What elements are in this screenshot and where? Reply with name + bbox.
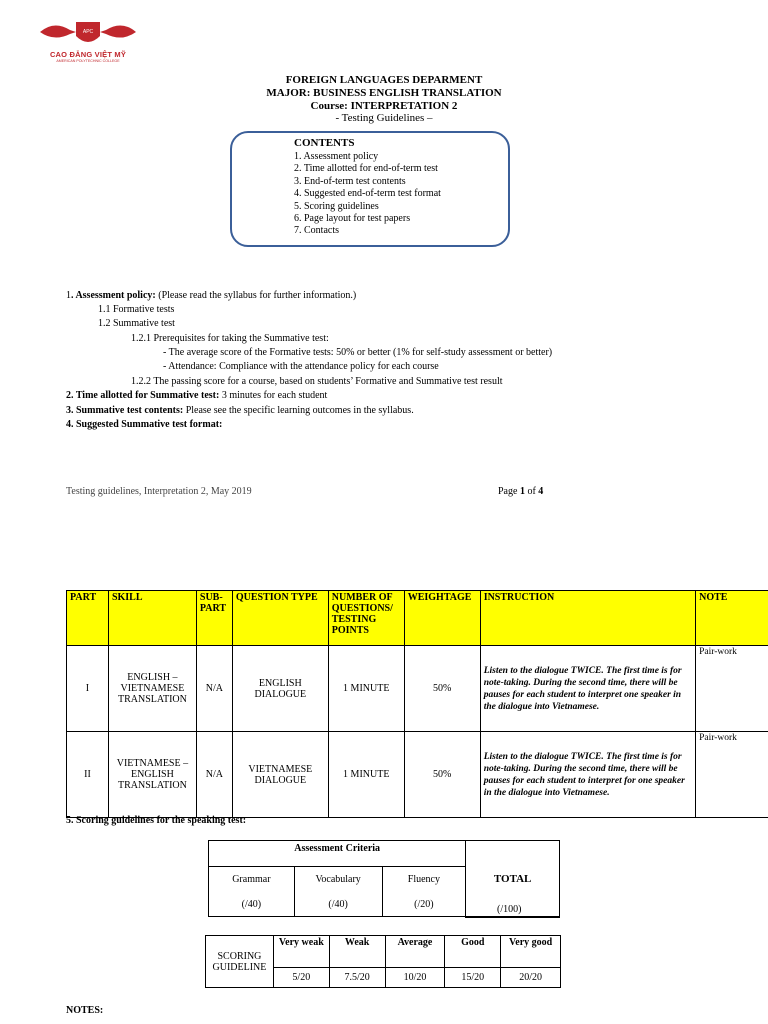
logo-subtext: AMERICAN POLYTECHNIC COLLEGE — [56, 59, 120, 63]
criteria-cell — [382, 867, 466, 917]
table-header: SUB-PART — [196, 591, 232, 646]
table-row — [67, 646, 768, 732]
scoring-label: SCORING GUIDELINE — [206, 936, 274, 988]
criteria-fluency-max: (/20) — [414, 898, 434, 910]
score-cell: 15/20 — [445, 968, 501, 988]
table-row — [67, 732, 768, 818]
criteria-grammar-max: (/40) — [241, 898, 262, 910]
section-2: 2. Time allotted for Summative test: 3 minutes for each student — [66, 390, 328, 401]
cell-question-type: VIETNAMESE DIALOGUE — [232, 732, 328, 818]
cell-note: Pair-work — [696, 732, 768, 818]
cell-skill: VIETNAMESE – ENGLISH TRANSLATION — [108, 732, 196, 818]
level-good: Good — [445, 936, 501, 968]
total-max: (/100) — [497, 904, 522, 915]
cell-note: Pair-work — [696, 646, 768, 732]
college-logo — [36, 18, 140, 68]
criteria-cell — [294, 867, 382, 917]
contents-item: 1. Assessment policy — [294, 151, 379, 162]
score-cell: 20/20 — [501, 968, 561, 988]
logo-emblem-icon — [36, 18, 140, 50]
contents-item: 2. Time allotted for end-of-term test — [294, 163, 438, 175]
cell-question-type: ENGLISH DIALOGUE — [232, 646, 328, 732]
footer-text: Testing guidelines, Interpretation 2, May 2019 — [66, 486, 252, 497]
level-very-weak: Very weak — [273, 936, 329, 968]
criteria-fluency: Fluency — [407, 873, 440, 885]
section-1: 1. Assessment policy: (Please read the syllabus for further information.) — [66, 290, 357, 301]
logo-text: CAO ĐẲNG VIỆT MỸ — [49, 50, 127, 59]
criteria-title: Assessment Criteria — [209, 841, 466, 867]
contents-title: CONTENTS — [294, 137, 355, 149]
section-1-1: 1.1 Formative tests — [98, 304, 175, 315]
section-5: 5. Scoring guidelines for the speaking test: — [66, 815, 247, 826]
section-3: 3. Summative test contents: Please see the specific learning outcomes in the syllabus. — [66, 405, 414, 416]
cell-subpart: N/A — [196, 732, 232, 818]
table-header: QUESTION TYPE — [232, 591, 328, 646]
criteria-grammar: Grammar — [232, 873, 271, 885]
table-header: INSTRUCTION — [480, 591, 695, 646]
contents-item: 3. End-of-term test contents — [294, 175, 406, 187]
contents-item: 4. Suggested end-of-term test format — [294, 188, 441, 200]
section-1-2-2: 1.2.2 The passing score for a course, based on students’ Formative and Summative test result — [131, 376, 503, 387]
page-number: Page 1 of 4 — [498, 486, 544, 497]
table-header: PART — [67, 591, 109, 646]
test-format-table — [66, 590, 768, 818]
criteria-vocabulary: Vocabulary — [315, 873, 361, 885]
cell-number: 1 MINUTE — [328, 646, 404, 732]
table-header: NUMBER OF QUESTIONS/ TESTING POINTS — [328, 591, 404, 646]
cell-weightage: 50% — [404, 732, 480, 818]
table-header: SKILL — [108, 591, 196, 646]
cell-weightage: 50% — [404, 646, 480, 732]
header-major: MAJOR: BUSINESS ENGLISH TRANSLATION — [266, 87, 502, 99]
header-course: Course: INTERPRETATION 2 — [310, 100, 458, 112]
header-department: FOREIGN LANGUAGES DEPARMENT — [285, 74, 483, 86]
level-average: Average — [385, 936, 445, 968]
score-cell: 10/20 — [385, 968, 445, 988]
contents-list — [294, 151, 441, 238]
table-header: NOTE — [696, 591, 768, 646]
criteria-cell — [209, 867, 295, 917]
score-cell: 7.5/20 — [329, 968, 385, 988]
contents-item: 6. Page layout for test papers — [294, 213, 411, 225]
cell-part: I — [67, 646, 109, 732]
cell-subpart: N/A — [196, 646, 232, 732]
notes-label: NOTES: — [66, 1005, 104, 1016]
cell-instruction: Listen to the dialogue TWICE. The first time is for note-taking. During the second time, there will be pauses for each student to interpret one speaker in the dialogue into Vietnamese. — [480, 646, 695, 732]
contents-item: 5. Scoring guidelines — [294, 200, 379, 212]
section-1-2-1: 1.2.1 Prerequisites for taking the Summative test: — [131, 333, 329, 344]
contents-item: 7. Contacts — [294, 225, 339, 237]
table-header-row — [67, 591, 768, 646]
table-header: WEIGHTAGE — [404, 591, 480, 646]
scoring-guideline-table — [205, 935, 561, 988]
section-1-2: 1.2 Summative test — [98, 318, 175, 329]
prerequisite-bullet: - Attendance: Compliance with the attendance policy for each course — [163, 361, 439, 372]
cell-instruction: Listen to the dialogue TWICE. The first time is for note-taking. During the second time, there will be pauses for each student to interpret for one speaker in the dialogue into Vietnamese. — [480, 732, 695, 818]
criteria-vocabulary-max: (/40) — [328, 898, 348, 910]
svg-text:APC: APC — [82, 29, 94, 35]
cell-skill: ENGLISH – VIETNAMESE TRANSLATION — [108, 646, 196, 732]
header-subtitle: - Testing Guidelines – — [335, 112, 433, 124]
prerequisite-bullet: - The average score of the Formative tests: 50% or better (1% for self-study assessment or better) — [163, 347, 553, 358]
total-label: TOTAL — [466, 841, 560, 917]
level-weak: Weak — [329, 936, 385, 968]
score-cell: 5/20 — [273, 968, 329, 988]
cell-number: 1 MINUTE — [328, 732, 404, 818]
cell-part: II — [67, 732, 109, 818]
section-4: 4. Suggested Summative test format: — [66, 419, 223, 430]
level-very-good: Very good — [501, 936, 561, 968]
